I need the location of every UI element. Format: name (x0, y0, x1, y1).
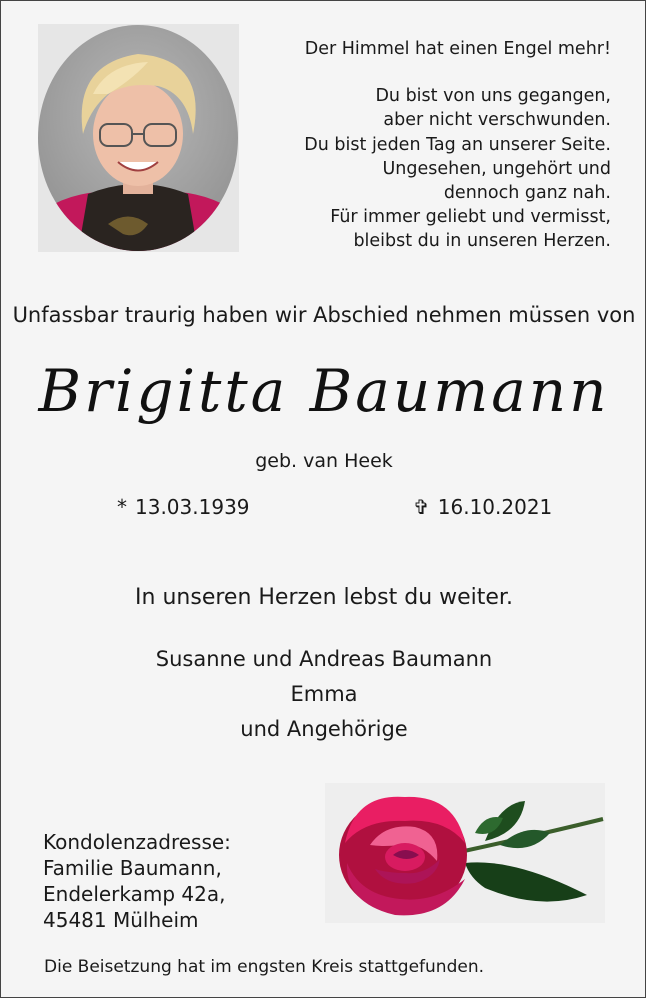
death-date (413, 495, 552, 519)
condolence-line: Endelerkamp 42a, (43, 882, 226, 906)
poem-line: dennoch ganz nah. (443, 183, 611, 204)
condolence-label: Kondolenzadresse: (43, 830, 231, 854)
poem-line: Für immer geliebt und vermisst, (330, 207, 611, 228)
mourners (1, 642, 647, 747)
birth-star-icon: * (117, 495, 127, 519)
poem-line: bleibst du in unseren Herzen. (353, 231, 611, 252)
mourner-line: Susanne und Andreas Baumann (155, 647, 493, 671)
maiden-name: geb. van Heek (255, 450, 393, 472)
condolence-line: Familie Baumann, (43, 856, 222, 880)
poem (304, 37, 611, 254)
intro-text: Unfassbar traurig haben wir Abschied nehmen müssen von (12, 303, 636, 327)
rose-icon (325, 783, 605, 923)
birth-date-value: 13.03.1939 (135, 495, 250, 519)
deceased-name: Brigitta Baumann (38, 357, 610, 425)
poem-line: Ungesehen, ungehört und (382, 158, 611, 179)
poem-line: Du bist von uns gegangen, (375, 86, 611, 107)
mourner-line: Emma (290, 682, 358, 706)
death-date-value: 16.10.2021 (437, 495, 553, 519)
footer-note: Die Beisetzung hat im engsten Kreis stattgefunden. (44, 957, 484, 977)
motto: In unseren Herzen lebst du weiter. (135, 585, 513, 610)
portrait-photo-frame (38, 24, 239, 252)
poem-line: aber nicht verschwunden. (383, 110, 611, 131)
condolence-line: 45481 Mülheim (43, 908, 199, 932)
birth-date (117, 495, 250, 519)
cross-icon: ✞ (413, 495, 430, 519)
poem-heading: Der Himmel hat einen Engel mehr! (304, 39, 611, 59)
condolence-address (43, 829, 231, 933)
rose-frame (325, 783, 605, 923)
mourner-line: und Angehörige (240, 717, 408, 741)
portrait-photo-icon (38, 24, 239, 252)
poem-line: Du bist jeden Tag an unserer Seite. (304, 134, 611, 155)
